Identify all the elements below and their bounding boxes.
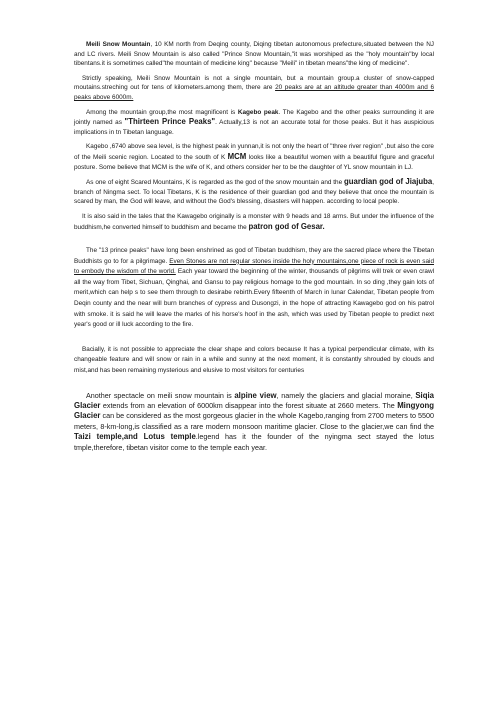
- paragraph-kagebo-altitude: Kagebo ,6740 above sea level, is the highest peak in yunnan,it is not only the heart of "three river region" ,but also the core of the Meili scenic region. Located to the south of K MCM looks like a beautiful women with a beautiful figure and graceful posture. Some believe that MCM is the wife of K, and others consider her to be the daughter of YL snow mountain in LJ.: [74, 143, 434, 171]
- paragraph-kagebo-peak: Among the mountain group,the most magnificent is Kagebo peak. The Kagebo and the other peaks surrounding it are jointly named as "Thirteen Prince Peaks". Actually,13 is not an accurate total for those peaks. But it has auspicious implications in tn Tibetan language.: [74, 108, 435, 136]
- underlined-holy-stones: Even Stones are not regular stones inside the holy mountains,one piece of rock is even said to embody the wisdom of the world.: [74, 257, 434, 276]
- paragraph-monster-tale: It is also said in the tales that the Kawagebo originally is a monster with 9 heads and 18 arms. But under the influence of the buddhism,he converted himself to buddhism and became the patron god of Gesar.: [74, 212, 434, 231]
- underlined-altitude-fact: 20 peaks are at an altitude greater than 4000m and 6 peaks above 6000m.: [74, 84, 434, 101]
- term-guardian-god: guardian god of Jiajuba: [344, 177, 433, 187]
- paragraph-sacred-mountain: As one of eight Scared Mountains, K is regarded as the god of the snow mountain and the guardian god of Jiajuba, branch of Ningma sect. To local Tibetans, K is the residence of their guardian god and they believe that once the mountain is scared by man, the God will leave, and without the God's blessing, disasters will happen. according to local people.: [74, 177, 435, 206]
- term-alpine-view: alpine view: [234, 390, 277, 400]
- term-mingyong-glacier: Mingyong Glacier: [74, 401, 434, 421]
- paragraph-climate: Bacially, it is not possible to appreciate the clear shape and colors because It has a typical perpendicular climate, with its changeable feature and will snow or rain in a while and sunny at the next moment, it is constantly shrouded by clouds and mist,and has been remaining mysterious and elusive to most visitors for centuries: [74, 345, 434, 375]
- term-patron-god: patron god of Gesar.: [248, 221, 325, 231]
- paragraph-meili-intro: Meili Snow Mountain, 10 KM north from Deqing county, Diqing tibetan autonomous prefecture,situated between the NJ and LC rivers. Meili Snow Mountain is also called "Prince Snow Mountain,"it was worshiped as the "holy mountain"by local tibentans.it is sometimes called"the mountain of medicine king" because "Meili" in tibetan means"the king of medicine".: [74, 41, 434, 68]
- document-page: [74, 40, 434, 458]
- paragraph-mountain-group: Strictly speaking, Meili Snow Mountain is not a single mountain, but a mountain group.a cluster of snow-capped moutains.streching out for tens of kilometers.among them, there are 20 peaks are at an altitude greater than 4000m and 6 peaks above 6000m.: [74, 74, 434, 101]
- term-thirteen-prince-peaks: "Thirteen Prince Peaks": [124, 117, 216, 127]
- term-taizi-lotus-temples: Taizi temple,and Lotus temple: [74, 432, 196, 442]
- term-kagebo-peak: Kagebo peak: [237, 108, 279, 116]
- term-mcm: MCM: [227, 151, 247, 161]
- paragraph-alpine-view: Another spectacle on meili snow mountain is alpine view, namely the glaciers and glacial moraine, Siqia Glacier extends from an elevation of 6000km disappear into the forest situate at 2660 meters. The Mingyong Glacier can be considered as the most gorgeous glacier in the whole Kagebo,ranging from 2700 meters to 5500 meters, 8-km-long,is classified as a rare modern monsoon maritime glacier. Close to the glacier,we can find the Taizi temple,and Lotus temple.legend has it the founder of the nyingma sect stayed the lotus tmple,therefore, tibetan visitor come to the temple each year.: [74, 390, 434, 452]
- paragraph-pilgrimage: The "13 prince peaks" have long been enshrined as god of Tibetan buddhism, they are the sacred place where the Tibetan Buddhists go to for a pilgrimage. Even Stones are not regular stones inside the holy mountains,one piece of rock is even said to embody the wisdom of the world. Each year toward the beginning of the winter, thousands of pilgrims will trek or even crawl all the way from Tibet, Sichuan, Qinghai, and Gansu to pay religious homage to the god mountain. In so ding ,they gain lots of merit,which can help s to see them through to desirabe rebirth.Every fifteenth of March in lunar Calendar, Tibetan people from Deqin county and the near will burn branches of cypress and Dusongzi, in the hope of attracting Kawagebo god on his patrol with smoke. it is said he will leave the marks of his horse's hoof in the ash, which was used by Tibetan people to predict next year's good or ill luck according to the fire.: [74, 247, 434, 329]
- term-meili-snow-mountain: Meili Snow Mountain: [86, 41, 151, 48]
- term-siqia-glacier: Siqia Glacier: [74, 390, 434, 411]
